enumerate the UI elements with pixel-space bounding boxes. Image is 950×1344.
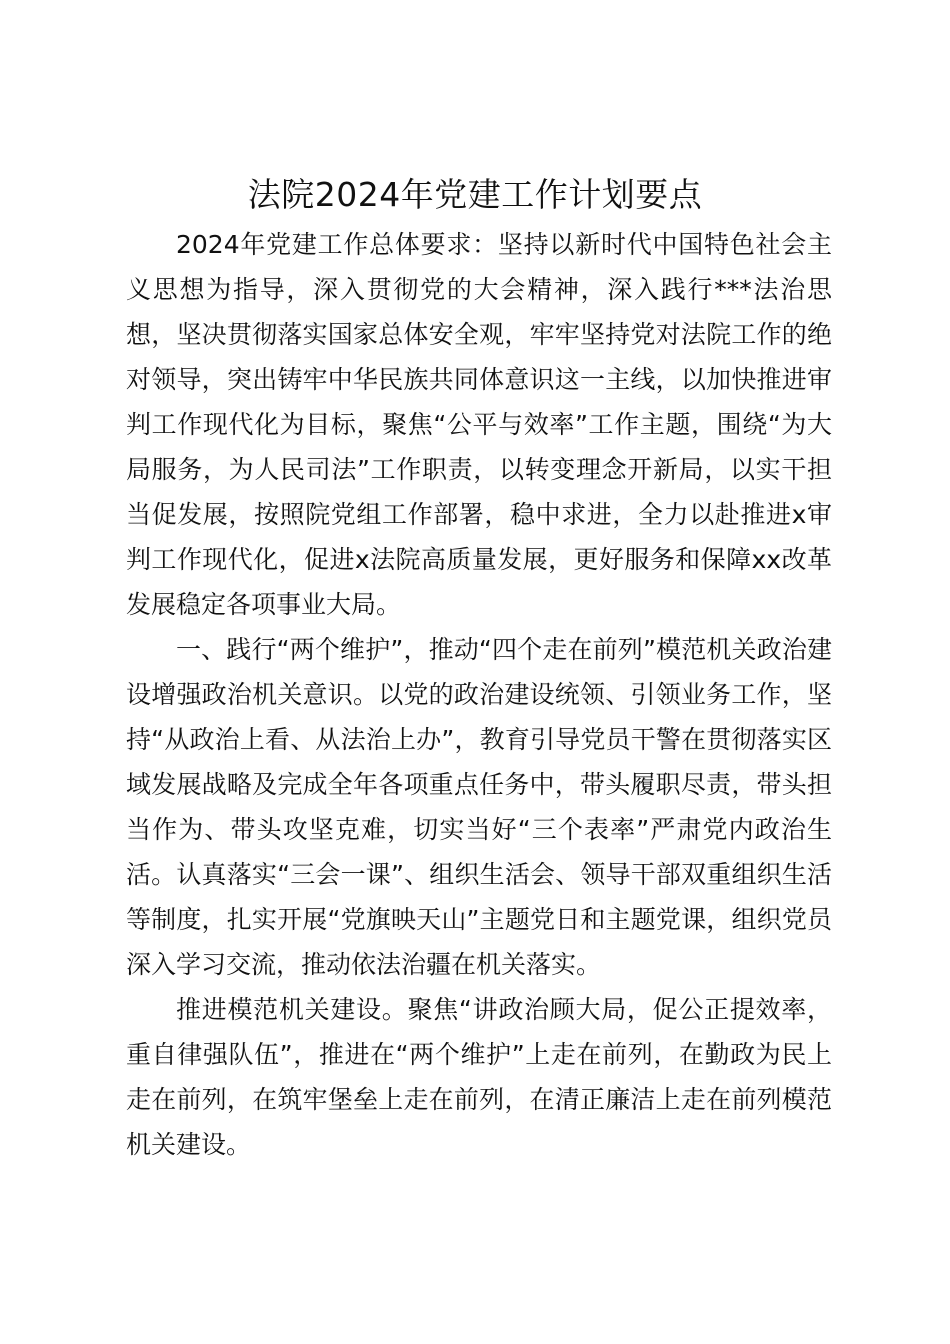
paragraph-two-safeguards: 一、践行“两个维护”，推动“四个走在前列”模范机关政治建设增强政治机关意识。以党的政治建设统领、引领业务工作，坚持“从政治上看、从法治上办”，教育引导党员干警在贯彻落实区域发展战略及完成全年各项重点任务中，带头履职尽责，带头担当作为、带头攻坚克难，切实当好“三个表率”严肃党内政治生活。认真落实“三会一课”、组织生活会、领导干部双重组织生活等制度，扎实开展“党旗映天山”主题党日和主题党课，组织党员深入学习交流，推动依法治疆在机关落实。: [126, 635, 832, 979]
paragraph-model-organ: 推进模范机关建设。聚焦“讲政治顾大局，促公正提效率，重自律强队伍”，推进在“两个维护”上走在前列，在勤政为民上走在前列，在筑牢堡垒上走在前列，在清正廉洁上走在前列模范机关建设。: [126, 995, 832, 1159]
document-title: 法院2024年党建工作计划要点: [247, 175, 703, 214]
paragraph-overall-requirements: 2024年党建工作总体要求：坚持以新时代中国特色社会主义思想为指导，深入贯彻党的大会精神，深入践行***法治思想，坚决贯彻落实国家总体安全观，牢牢坚持党对法院工作的绝对领导，突出铸牢中华民族共同体意识这一主线，以加快推进审判工作现代化为目标，聚焦“公平与效率”工作主题，围绕“为大局服务，为人民司法”工作职责，以转变理念开新局，以实干担当促发展，按照院党组工作部署，稳中求进，全力以赴推进x审判工作现代化，促进x法院高质量发展，更好服务和保障xx改革发展稳定各项事业大局。: [126, 230, 832, 619]
document-body: [126, 222, 832, 1167]
